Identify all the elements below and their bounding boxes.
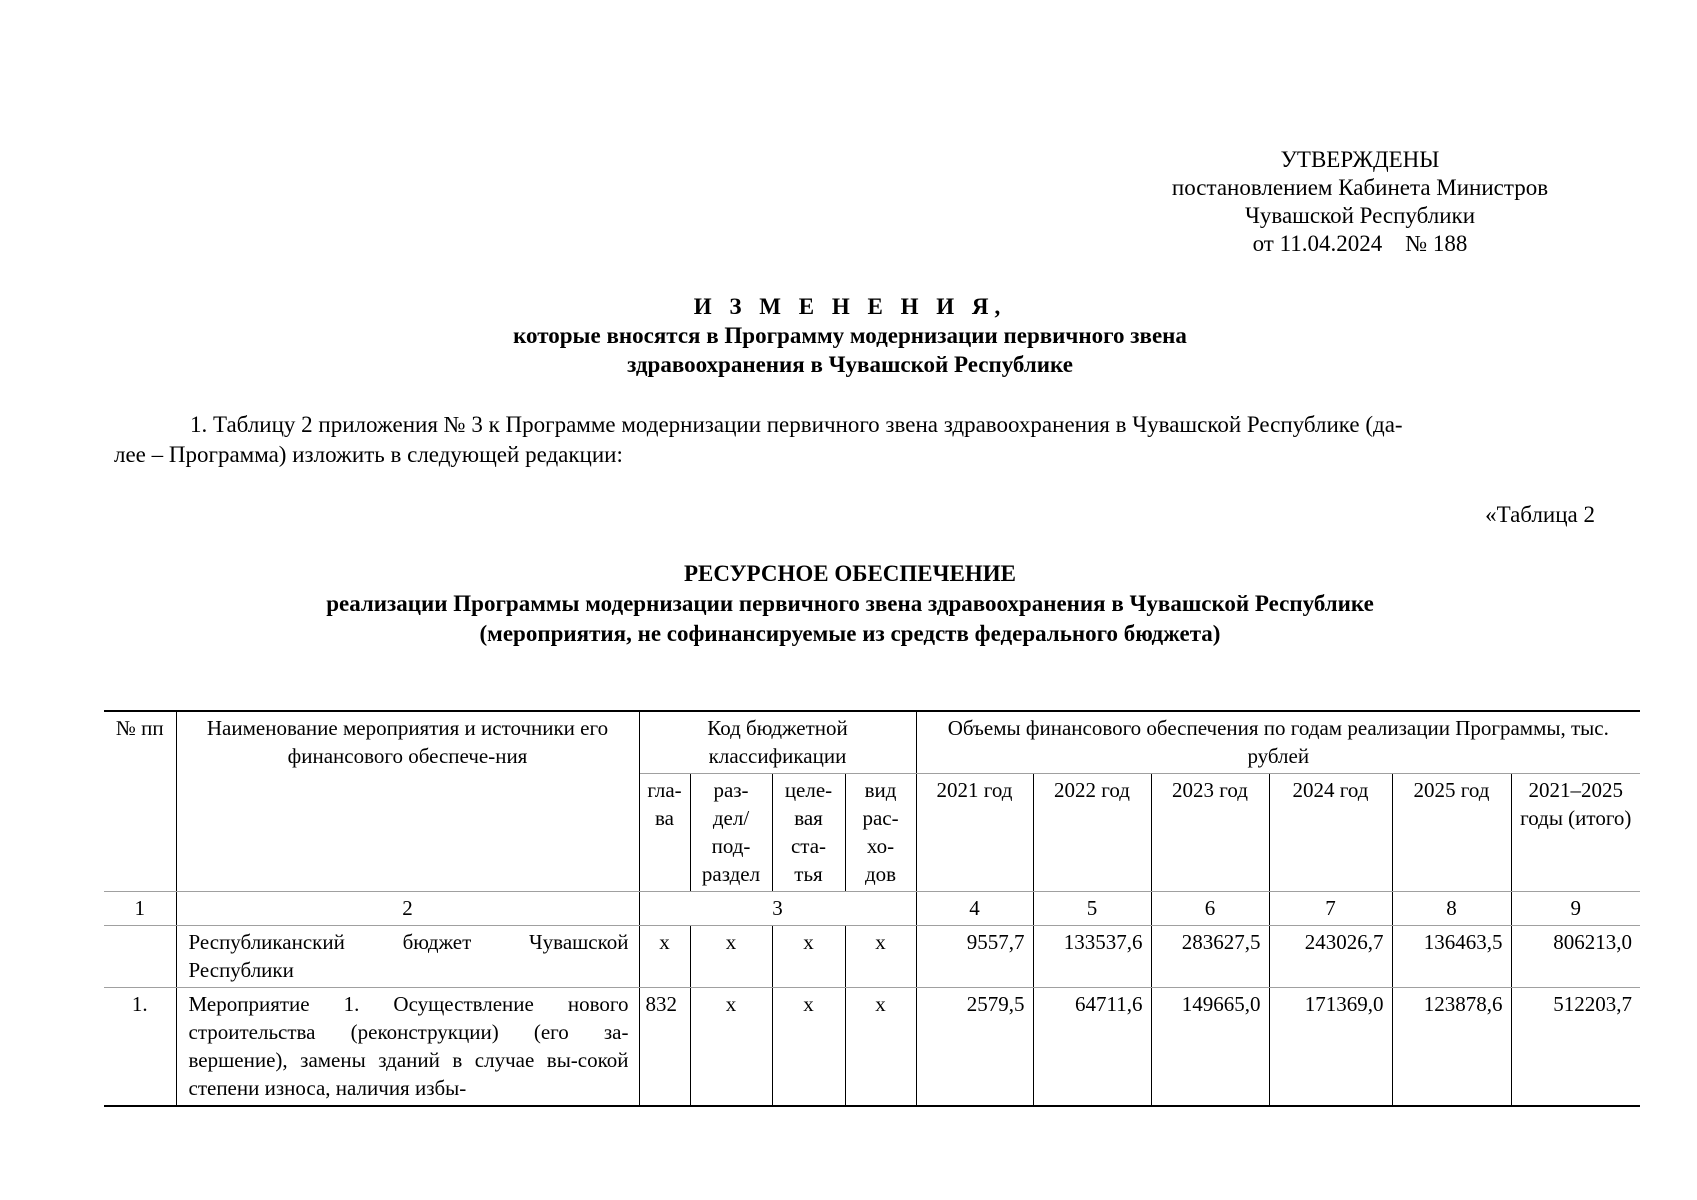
header-2022: 2022 год bbox=[1033, 774, 1151, 892]
row-total: 512203,7 bbox=[1511, 988, 1640, 1107]
row-number bbox=[104, 926, 176, 988]
row-2023: 149665,0 bbox=[1151, 988, 1269, 1107]
header-volumes: Объемы финансового обеспечения по годам реализации Программы, тыс. рублей bbox=[916, 711, 1640, 774]
table-index-row bbox=[104, 892, 1640, 926]
header-2024: 2024 год bbox=[1269, 774, 1392, 892]
index-cell: 1 bbox=[104, 892, 176, 926]
paragraph-1-line-1: 1. Таблицу 2 приложения № 3 к Программе модернизации первичного звена здравоохранения в Чувашской Республике (да- bbox=[190, 412, 1403, 437]
changes-subtitle-1: которые вносятся в Программу модернизации первичного звена bbox=[513, 323, 1187, 348]
row-target: x bbox=[772, 988, 845, 1107]
resource-heading bbox=[200, 559, 1500, 649]
row-2023: 283627,5 bbox=[1151, 926, 1269, 988]
row-name: Республиканский бюджет Чувашской Республики bbox=[176, 926, 639, 988]
index-cell: 4 bbox=[916, 892, 1033, 926]
index-cell: 7 bbox=[1269, 892, 1392, 926]
row-2025: 136463,5 bbox=[1392, 926, 1511, 988]
row-2021: 9557,7 bbox=[916, 926, 1033, 988]
row-target: x bbox=[772, 926, 845, 988]
row-2022: 64711,6 bbox=[1033, 988, 1151, 1107]
changes-heading bbox=[300, 292, 1400, 379]
paragraph-1-line-2: лее – Программа) изложить в следующей редакции: bbox=[114, 442, 623, 467]
resource-subtitle-2: (мероприятия, не софинансируемые из средств федерального бюджета) bbox=[479, 621, 1221, 646]
row-expense: x bbox=[845, 926, 916, 988]
row-number: 1. bbox=[104, 988, 176, 1107]
changes-title: И З М Е Н Е Н И Я, bbox=[693, 294, 1007, 319]
row-section: x bbox=[690, 926, 772, 988]
index-cell: 2 bbox=[176, 892, 639, 926]
row-2024: 171369,0 bbox=[1269, 988, 1392, 1107]
row-2024: 243026,7 bbox=[1269, 926, 1392, 988]
paragraph-1 bbox=[114, 410, 1588, 470]
approval-title: УТВЕРЖДЕНЫ bbox=[1280, 147, 1440, 172]
row-chapter: x bbox=[639, 926, 690, 988]
header-target: целе-вая ста-тья bbox=[772, 774, 845, 892]
approval-issuer: постановлением Кабинета Министров bbox=[1171, 175, 1549, 200]
table-row bbox=[104, 988, 1640, 1107]
header-name: Наименование мероприятия и источники его финансового обеспече-ния bbox=[176, 711, 639, 892]
row-total: 806213,0 bbox=[1511, 926, 1640, 988]
row-2025: 123878,6 bbox=[1392, 988, 1511, 1107]
row-expense: x bbox=[845, 988, 916, 1107]
index-cell: 6 bbox=[1151, 892, 1269, 926]
row-2021: 2579,5 bbox=[916, 988, 1033, 1107]
approval-block bbox=[1100, 146, 1620, 258]
resource-subtitle-1: реализации Программы модернизации первичного звена здравоохранения в Чувашской Республике bbox=[326, 591, 1374, 616]
row-name: Мероприятие 1. Осуществление нового строительства (реконструкции) (его за-вершение), замены зданий в случае вы-сокой степени износа, наличия избы- bbox=[176, 988, 639, 1107]
header-number: № пп bbox=[104, 711, 176, 892]
header-chapter: гла-ва bbox=[639, 774, 690, 892]
index-cell: 3 bbox=[639, 892, 916, 926]
row-section: x bbox=[690, 988, 772, 1107]
index-cell: 9 bbox=[1511, 892, 1640, 926]
row-chapter: 832 bbox=[639, 988, 690, 1107]
header-section: раз-дел/ под-раздел bbox=[690, 774, 772, 892]
header-budget-code: Код бюджетной классификации bbox=[639, 711, 916, 774]
table-header-row-1 bbox=[104, 711, 1640, 774]
table-label: «Таблица 2 bbox=[1485, 502, 1595, 527]
resource-table bbox=[104, 710, 1640, 1107]
row-2022: 133537,6 bbox=[1033, 926, 1151, 988]
approval-republic: Чувашской Республики bbox=[1244, 203, 1476, 228]
table-row bbox=[104, 926, 1640, 988]
header-total: 2021–2025 годы (итого) bbox=[1511, 774, 1640, 892]
changes-subtitle-2: здравоохранения в Чувашской Республике bbox=[627, 352, 1073, 377]
header-2021: 2021 год bbox=[916, 774, 1033, 892]
index-cell: 5 bbox=[1033, 892, 1151, 926]
approval-date-number: от 11.04.2024 № 188 bbox=[1252, 231, 1468, 256]
header-expense: вид рас-хо-дов bbox=[845, 774, 916, 892]
header-2023: 2023 год bbox=[1151, 774, 1269, 892]
header-2025: 2025 год bbox=[1392, 774, 1511, 892]
index-cell: 8 bbox=[1392, 892, 1511, 926]
resource-title: РЕСУРСНОЕ ОБЕСПЕЧЕНИЕ bbox=[683, 561, 1016, 586]
